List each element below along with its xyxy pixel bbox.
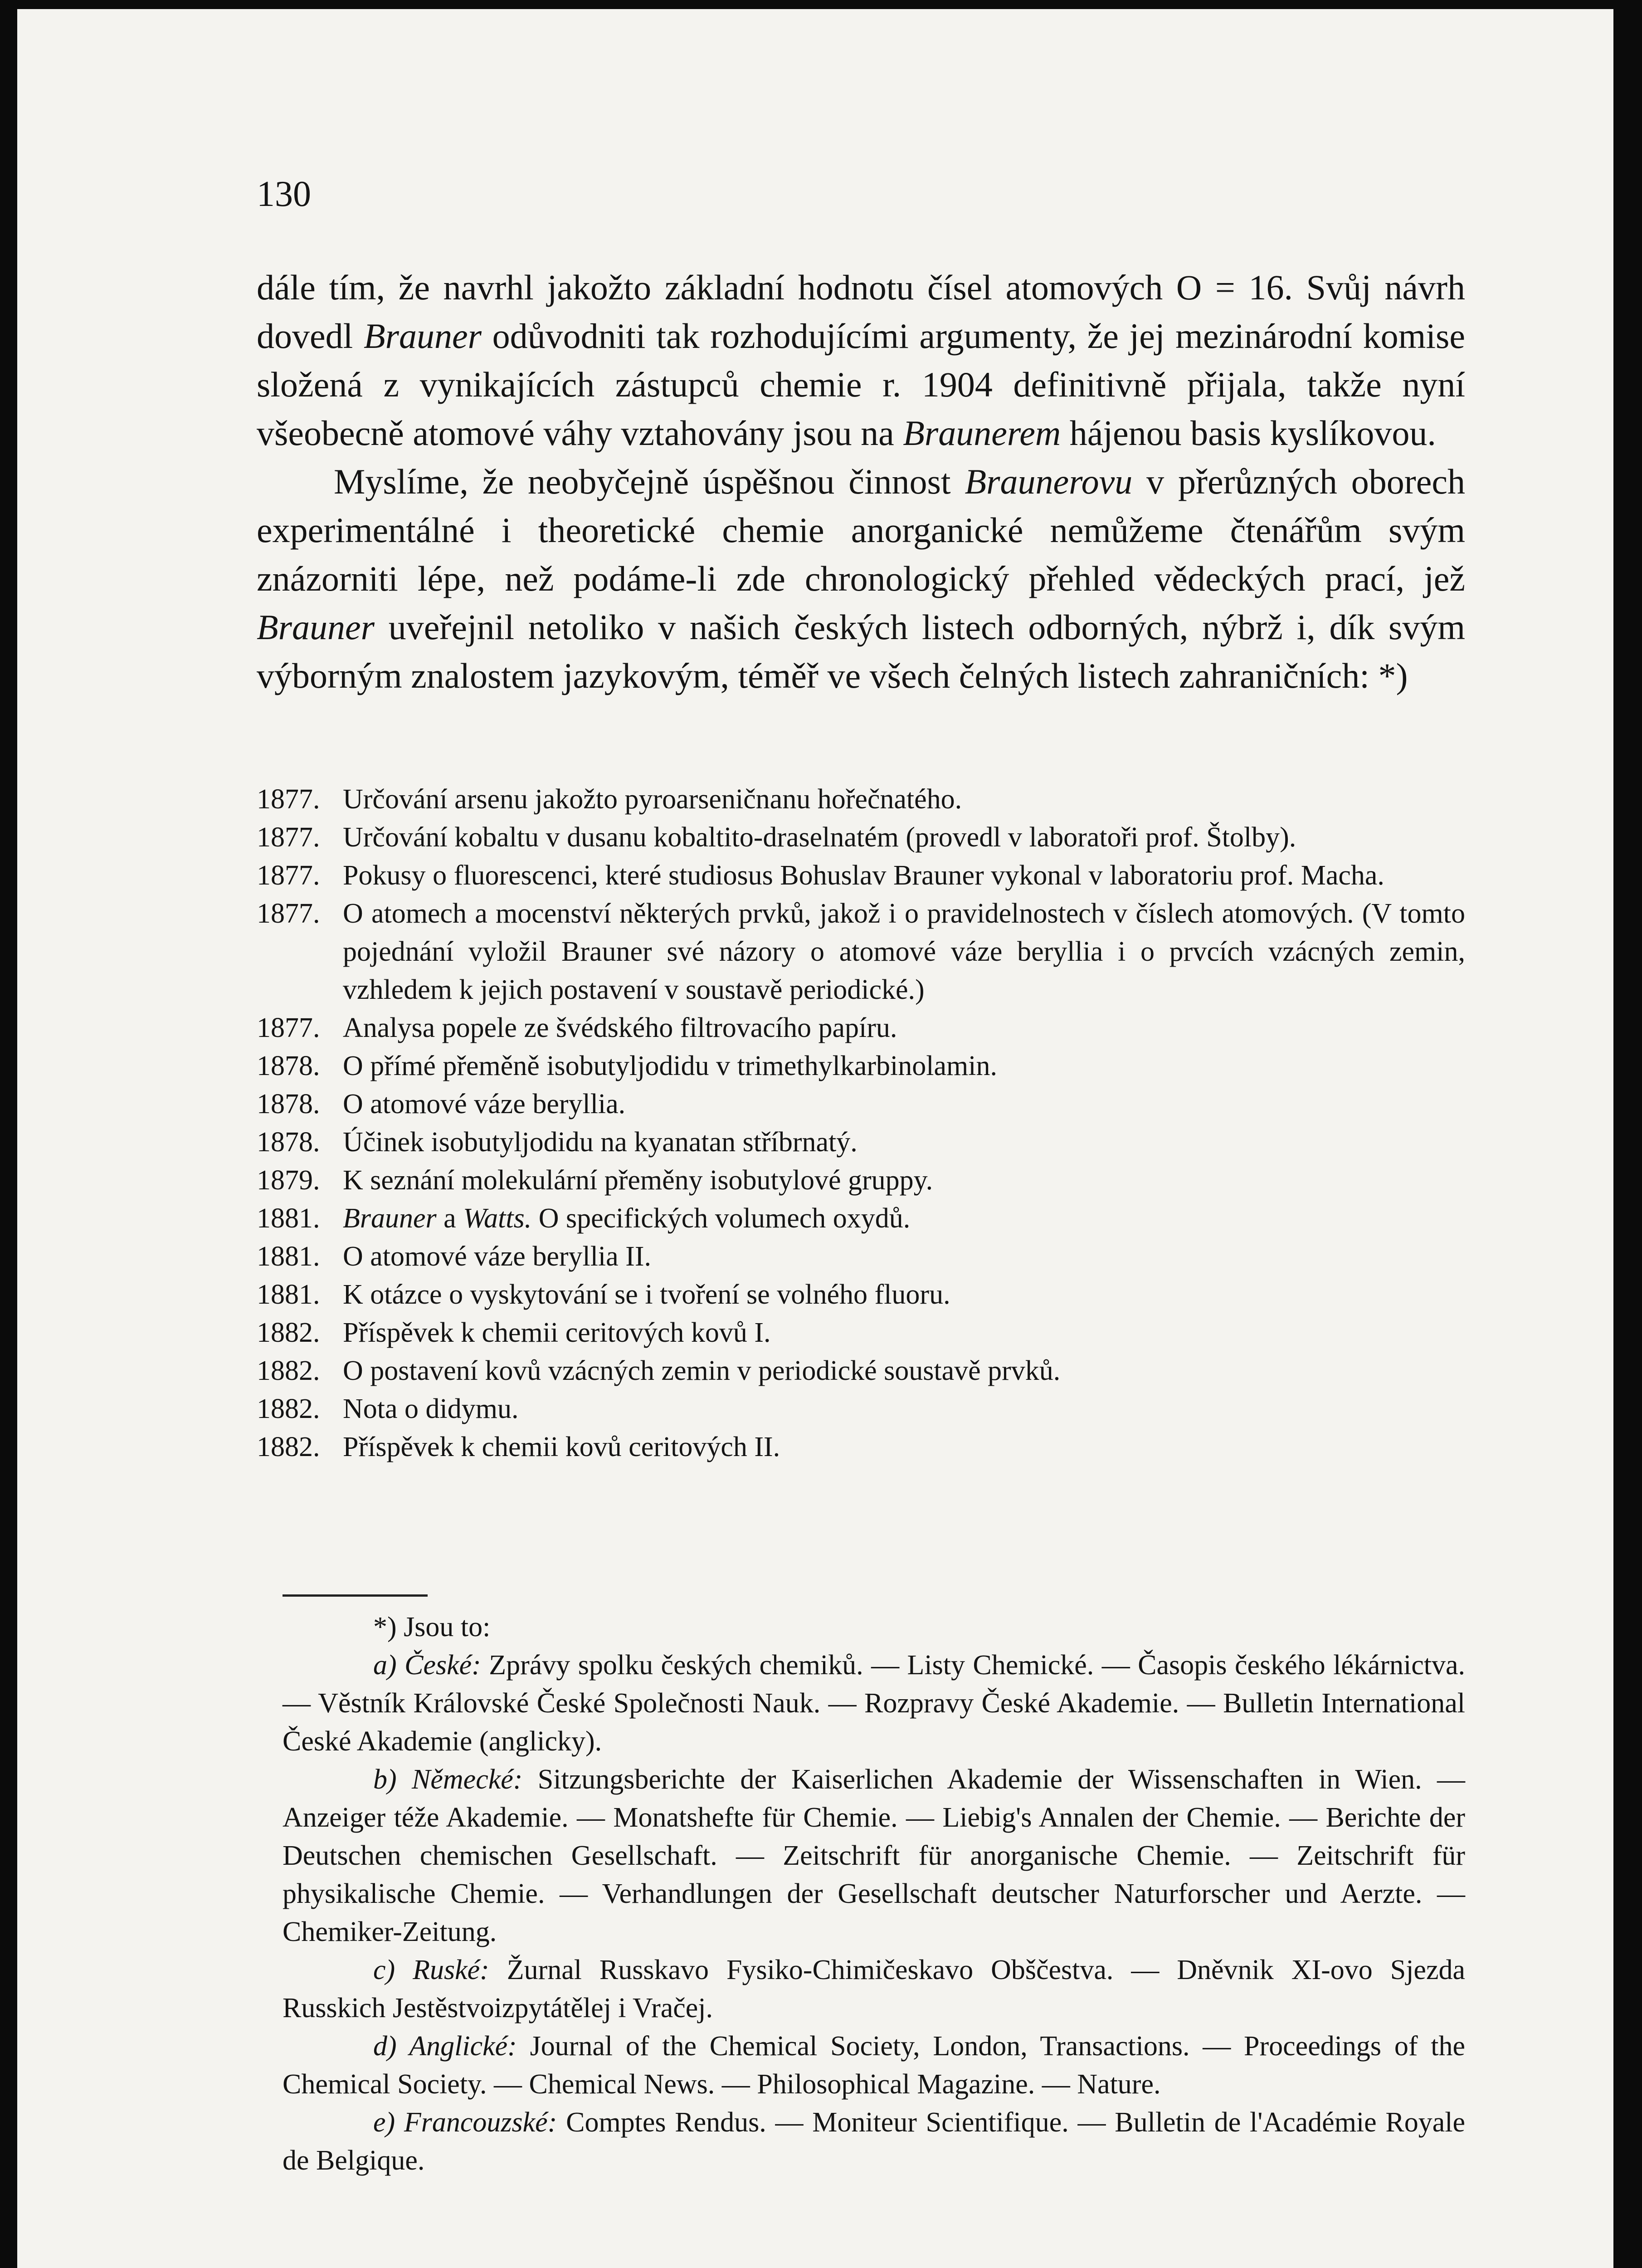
work-title: K otázce o vyskytování se i tvoření se volného fluoru. [343, 1279, 950, 1310]
footnote-item-russian: c) Ruské: Žurnal Russkavo Fysiko-Chimičeskavo Obščestva. — Dněvnik XI-ovo Sjezda Russkich Jestěstvoizpytátělej i Vračej. [283, 1955, 1465, 2024]
name-brauner: Brauner [363, 316, 482, 356]
work-title: Určování arsenu jakožto pyroarseničnanu hořečnatého. [343, 784, 962, 815]
footnote-item-german: b) Německé: Sitzungsberichte der Kaiserlichen Akademie der Wissenschaften in Wien. — Anzeiger téže Akademie. — Monatshefte für Chemie. — Liebig's Annalen der Chemie. — Berichte der Deutschen chemischen Gesellschaft. — Zeitschrift für anorganische Chemie. — Zeitschrift für physikalische Chemie. — Verhandlungen der Gesellschaft deutscher Naturforscher und Aerzte. — Chemiker-Zeitung. [283, 1764, 1465, 1947]
footnote-divider [283, 1594, 428, 1597]
work-item [257, 818, 1465, 856]
work-year: 1882. [257, 1432, 320, 1462]
work-item [257, 1009, 1465, 1047]
works-list [257, 780, 1465, 1466]
footnotes [283, 1608, 1465, 2180]
work-item [257, 1161, 1465, 1199]
work-year: 1881. [257, 1279, 320, 1310]
work-item [257, 1237, 1465, 1276]
footnote-label: d) Anglické: [373, 2031, 517, 2062]
work-title: Příspěvek k chemii ceritových kovů I. [343, 1317, 771, 1348]
work-year: 1877. [257, 822, 320, 853]
work-item [257, 1085, 1465, 1123]
footnote-item-french: e) Francouzské: Comptes Rendus. — Moniteur Scientifique. — Bulletin de l'Académie Royale de Belgique. [283, 2107, 1466, 2176]
work-item [257, 1390, 1465, 1428]
work-title: Analysa popele ze švédského filtrovacího papíru. [343, 1012, 897, 1043]
work-item [257, 856, 1465, 894]
name-braunerovu: Braunerovu [965, 462, 1133, 501]
page [17, 9, 1613, 2268]
footnote-item-czech: a) České: Zprávy spolku českých chemiků. — Listy Chemické. — Časopis českého lékárnictva. — Věstník Královské České Společnosti Nauk. — Rozpravy České Akademie. — Bulletin International České Akademie (anglicky). [283, 1650, 1465, 1757]
work-year: 1882. [257, 1355, 320, 1386]
work-item [257, 1314, 1465, 1352]
author-watts: Watts. [463, 1203, 532, 1234]
body-text [257, 263, 1465, 700]
work-year: 1878. [257, 1127, 320, 1158]
work-title: O postavení kovů vzácných zemin v periodické soustavě prvků. [343, 1355, 1061, 1386]
work-year: 1877. [257, 860, 320, 891]
work-title: O přímé přeměně isobutyljodidu v trimethylkarbinolamin. [343, 1051, 997, 1081]
work-title: O atomech a mocenství některých prvků, jakož i o pravidelnostech v číslech atomových. (V tomto pojednání vyložil Brauner své názory o atomové váze beryllia i o prvcích vzácných zemin, vzhledem k jejich postavení v soustavě periodické.) [343, 898, 1465, 1005]
work-year: 1879. [257, 1165, 320, 1196]
work-year: 1882. [257, 1317, 320, 1348]
work-year: 1881. [257, 1241, 320, 1272]
work-item [257, 1123, 1465, 1161]
work-title: K seznání molekulární přeměny isobutylové gruppy. [343, 1165, 933, 1196]
work-year: 1877. [257, 1012, 320, 1043]
footnote-heading: *) Jsou to: [373, 1612, 491, 1642]
work-title: Určování kobaltu v dusanu kobaltito-draselnatém (provedl v laboratoři prof. Štolby). [343, 822, 1296, 853]
work-item [257, 1199, 1465, 1237]
work-year: 1881. [257, 1203, 320, 1234]
footnote-label: e) Francouzské: [373, 2107, 557, 2138]
work-title: Pokusy o fluorescenci, které studiosus Bohuslav Brauner vykonal v laboratoriu prof. Macha. [343, 860, 1384, 891]
name-braunerem: Braunerem [903, 413, 1061, 453]
work-title: Účinek isobutyljodidu na kyanatan stříbrnatý. [343, 1127, 858, 1158]
page-number: 130 [257, 174, 311, 214]
paragraph-1: dále tím, že navrhl jakožto základní hodnotu čísel atomových O = 16. Svůj návrh dovedl Brauner odůvodniti tak rozhodujícími argumenty, že jej mezinárodní komise složená z vynikajících zástupců chemie r. 1904 definitivně přijala, takže nyní všeobecně atomové váhy vztahovány jsou na Braunerem hájenou basis kyslíkovou. [257, 268, 1465, 453]
footnote-label: a) České: [373, 1650, 481, 1681]
work-item [257, 780, 1465, 818]
work-year: 1878. [257, 1051, 320, 1081]
work-item [257, 1047, 1465, 1085]
work-item [257, 1276, 1465, 1314]
footnote-item-english: d) Anglické: Journal of the Chemical Society, London, Transactions. — Proceedings of the Chemical Society. — Chemical News. — Philosophical Magazine. — Nature. [283, 2031, 1465, 2100]
work-title: Brauner a Watts. O specifických volumech oxydů. [343, 1203, 911, 1234]
paragraph-2: Myslíme, že neobyčejně úspěšnou činnost Braunerovu v přerůzných oborech experimentálné i theoretické chemie anorganické nemůžeme čtenářům svým znázorniti lépe, než podáme-li zde chronologický přehled vědeckých prací, jež Brauner uveřejnil netoliko v našich českých listech odborných, nýbrž i, dík svým výborným znalostem jazykovým, téměř ve všech čelných listech zahraničních: *) [257, 462, 1465, 695]
footnote-label: b) Německé: [373, 1764, 523, 1795]
work-title: O atomové váze beryllia. [343, 1089, 626, 1119]
name-brauner: Brauner [257, 607, 375, 647]
author-brauner: Brauner [343, 1203, 437, 1234]
work-year: 1877. [257, 784, 320, 815]
work-year: 1882. [257, 1393, 320, 1424]
work-title: Nota o didymu. [343, 1393, 519, 1424]
work-item [257, 1428, 1465, 1466]
work-title: O atomové váze beryllia II. [343, 1241, 651, 1272]
footnote-label: c) Ruské: [373, 1955, 489, 1985]
work-title: Příspěvek k chemii kovů ceritových II. [343, 1432, 780, 1462]
work-year: 1877. [257, 898, 320, 929]
work-item [257, 1352, 1465, 1390]
work-year: 1878. [257, 1089, 320, 1119]
work-item [257, 894, 1465, 1009]
